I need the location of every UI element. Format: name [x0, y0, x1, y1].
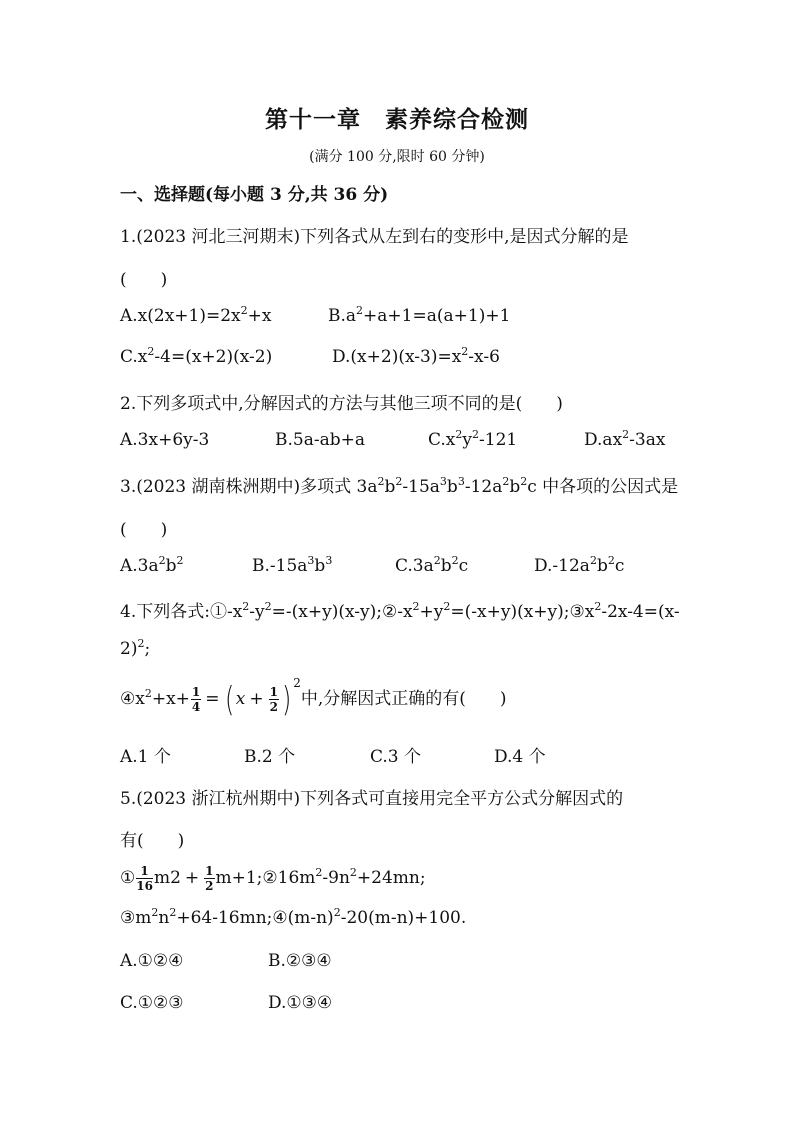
- q3-text: 3.(2023 湖南株洲期中)多项式 $3a^2b^2-15a^3b^3-12a^2b^2c$ 中各项的公因式是: [120, 475, 679, 497]
- q4-option-d[interactable]: D.4 个: [494, 747, 546, 767]
- q4-line3: $④x^2+x+$ $\frac{1}{4}$ = ( x + $\frac{1}{2}$ ) $^2$中,分解因式正确的有( ): [120, 676, 507, 720]
- q2-option-d[interactable]: $D.ax^2-3ax$: [584, 428, 666, 450]
- q1-option-a[interactable]: $A.x(2x+1)=2x^2+x$: [120, 304, 272, 326]
- q5-text: 5.(2023 浙江杭州期中)下列各式可直接用完全平方公式分解因式的: [120, 789, 624, 809]
- q5-option-b[interactable]: B.②③④: [268, 951, 332, 971]
- q4-option-b[interactable]: B.2 个: [244, 747, 296, 767]
- q1-blank: ( ): [120, 270, 168, 290]
- section-heading-line: [120, 180, 388, 205]
- q4-line1: 4.下列各式$:①-x^2-y^2=-(x+y)(x-y);②-x^2+y^2=(-x+y)(x+y);③x^2-2x-4=(x-$: [120, 600, 680, 622]
- page-title: 第十一章 素养综合检测: [265, 106, 529, 133]
- q4-option-a[interactable]: A.1 个: [120, 747, 171, 767]
- q3-option-c[interactable]: $C.3a^2b^2c$: [395, 554, 469, 576]
- q1-option-c[interactable]: $C.x^2-4=(x+2)(x-2)$: [120, 345, 273, 367]
- q5-option-c[interactable]: C.①②③: [120, 993, 184, 1013]
- page-subtitle: (满分 100 分,限时 60 分钟): [309, 149, 485, 165]
- q5-line3: ① $\frac{1}{16}$ m2 + $\frac{1}{2}$ $m+1;②16m^2-9n^2+24mn$;: [120, 864, 426, 893]
- q5-fraction-sixteenth: $\frac{1}{16}$: [136, 864, 153, 893]
- q5-option-a[interactable]: A.①②④: [120, 951, 184, 971]
- q4-option-c[interactable]: C.3 个: [370, 747, 422, 767]
- q2-option-b[interactable]: B.5a-ab+a: [275, 430, 365, 450]
- q1-text: 1.(2023 河北三河期末)下列各式从左到右的变形中,是因式分解的是: [120, 227, 629, 247]
- q3-option-d[interactable]: $D.-12a^2b^2c$: [534, 554, 625, 576]
- q5-option-d[interactable]: D.①③④: [268, 993, 333, 1013]
- q4-line2: 2)$^2$;: [120, 637, 151, 659]
- q3-option-a[interactable]: $A.3a^2b^2$: [120, 554, 184, 576]
- q5-line4: $③m^2n^2+64-16mn;④(m-n)^2-20(m-n)+100$.: [120, 906, 467, 928]
- q1-option-b[interactable]: $B.a^2+a+1=a(a+1)+1$: [328, 304, 511, 326]
- q1-option-d[interactable]: $D.(x+2)(x-3)=x^2-x-6$: [332, 345, 500, 367]
- q4-fraction-quarter: $\frac{1}{4}$: [191, 685, 201, 714]
- section-note: (每小题 3 分,共 36 分): [205, 185, 389, 205]
- q4-fraction-half: $\frac{1}{2}$: [269, 685, 278, 714]
- q5-fraction-half: $\frac{1}{2}$: [205, 864, 214, 893]
- q2-text: 2.下列多项式中,分解因式的方法与其他三项不同的是( ): [120, 394, 563, 414]
- q2-option-c[interactable]: $C.x^2y^2-121$: [428, 428, 518, 450]
- q3-option-b[interactable]: $B.-15a^3b^3$: [252, 554, 333, 576]
- q2-option-a[interactable]: A.3x+6y-3: [120, 430, 210, 450]
- q5-text2: 有( ): [120, 831, 185, 851]
- q3-blank: ( ): [120, 520, 168, 540]
- section-heading: 一、选择题: [120, 185, 205, 205]
